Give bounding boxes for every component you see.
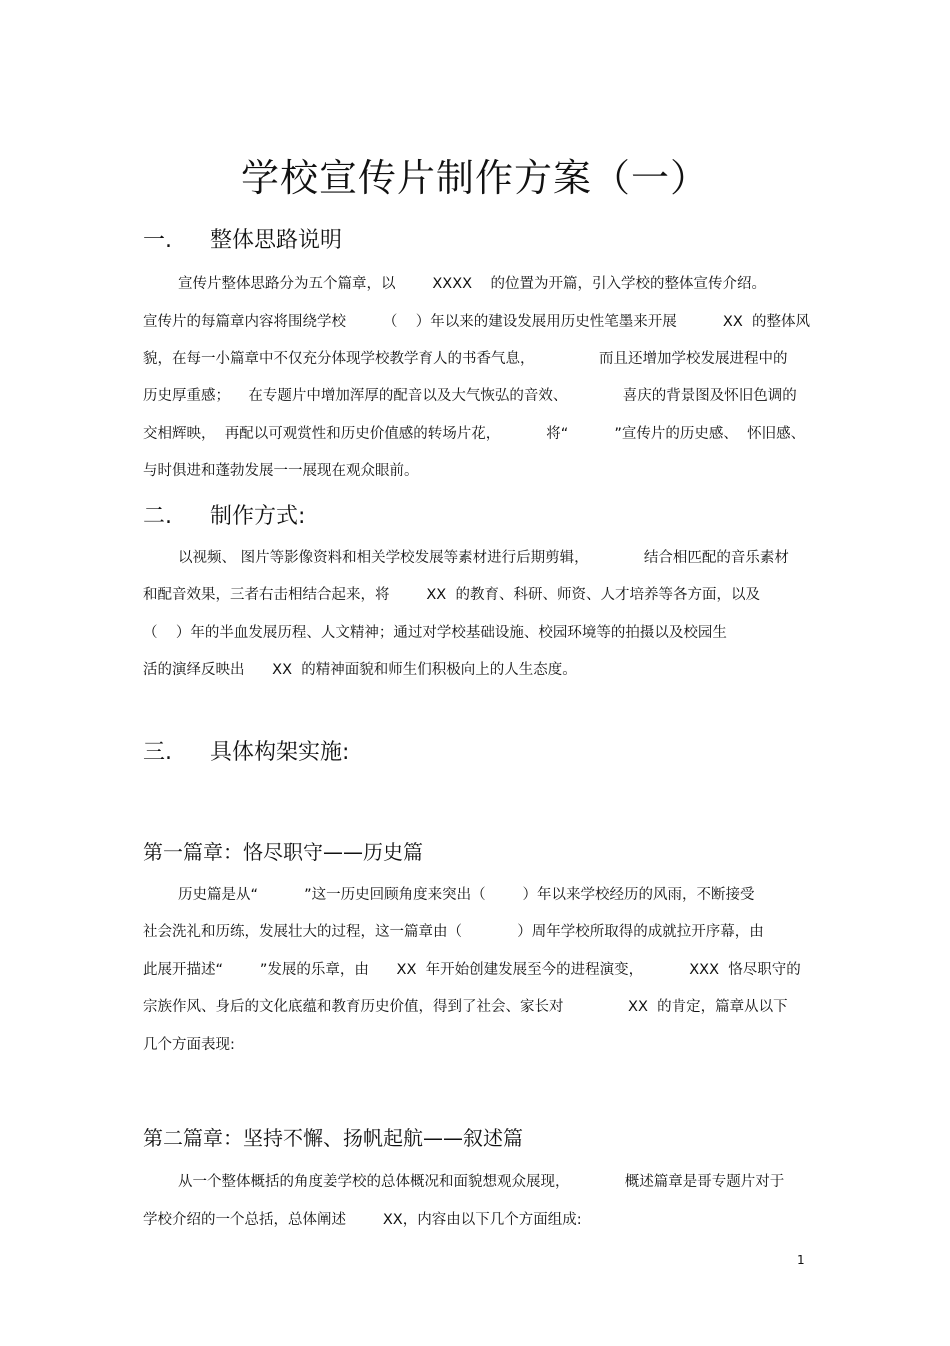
section-number: 二.: [143, 504, 172, 529]
paragraph-line: 历史篇是从“ ”这一历史回顾角度来突出（ ）年以来学校经历的风雨，不断接受: [178, 887, 755, 903]
paragraph-line: 与时俱进和蓬勃发展一一展现在观众眼前。: [143, 463, 419, 479]
section-title: 具体构架实施:: [210, 740, 350, 765]
paragraph-line: 此展开描述“ ”发展的乐章，由 XX 年开始创建发展至今的进程演变， XXX 恪尽职守的: [143, 962, 801, 978]
paragraph-line: 以视频、 图片等影像资料和相关学校发展等素材进行后期剪辑， 结合相匹配的音乐素材: [178, 550, 789, 566]
paragraph-line: 交相辉映， 再配以可观赏性和历史价值感的转场片花， 将“ ”宣传片的历史感、 怀旧感、: [143, 426, 806, 442]
paragraph-line: 从一个整体概括的角度姜学校的总体概况和面貌想观众展现， 概述篇章是哥专题片对于: [178, 1174, 785, 1190]
paragraph-line: 活的演绎反映出 XX 的精神面貌和师生们积极向上的人生态度。: [143, 662, 577, 678]
paragraph-line: 和配音效果，三者右击相结合起来，将 XX 的教育、科研、师资、人才培养等各方面，以及: [143, 587, 760, 603]
section-heading-3: [143, 738, 349, 768]
chapter-heading-2: 第二篇章：坚持不懈、扬帆起航——叙述篇: [143, 1126, 523, 1150]
document-title: 学校宣传片制作方案（一）: [240, 156, 709, 200]
page-number: 1: [797, 1253, 805, 1267]
section-heading-1: [143, 226, 342, 256]
paragraph-line: 宣传片的每篇章内容将围绕学校 （ ）年以来的建设发展用历史性笔墨来开展 XX 的整体风: [143, 314, 810, 330]
section-heading-2: [143, 502, 305, 532]
paragraph-line: 几个方面表现:: [143, 1037, 235, 1053]
paragraph-line: 貌，在每一小篇章中不仅充分体现学校教学育人的书香气息， 而且还增加学校发展进程中的: [143, 351, 788, 367]
paragraph-line: 宣传片整体思路分为五个篇章，以 XXXX 的位置为开篇，引入学校的整体宣传介绍。: [178, 276, 767, 292]
section-number: 一.: [143, 228, 172, 253]
paragraph-line: 宗族作风、身后的文化底蕴和教育历史价值，得到了社会、家长对 XX 的肯定，篇章从以下: [143, 999, 788, 1015]
chapter-heading-1: 第一篇章：恪尽职守——历史篇: [143, 840, 423, 864]
section-number: 三.: [143, 740, 172, 765]
section-title: 制作方式:: [210, 504, 306, 529]
section-title: 整体思路说明: [210, 228, 343, 253]
paragraph-line: 社会洗礼和历练，发展壮大的过程，这一篇章由（ ）周年学校所取得的成就拉开序幕，由: [143, 924, 764, 940]
paragraph-line: （ ）年的半血发展历程、人文精神；通过对学校基础设施、校园环境等的拍摄以及校园生: [143, 625, 727, 641]
paragraph-line: 学校介绍的一个总括，总体阐述 XX，内容由以下几个方面组成:: [143, 1212, 582, 1228]
paragraph-line: 历史厚重感； 在专题片中增加浑厚的配音以及大气恢弘的音效、 喜庆的背景图及怀旧色调的: [143, 388, 797, 404]
